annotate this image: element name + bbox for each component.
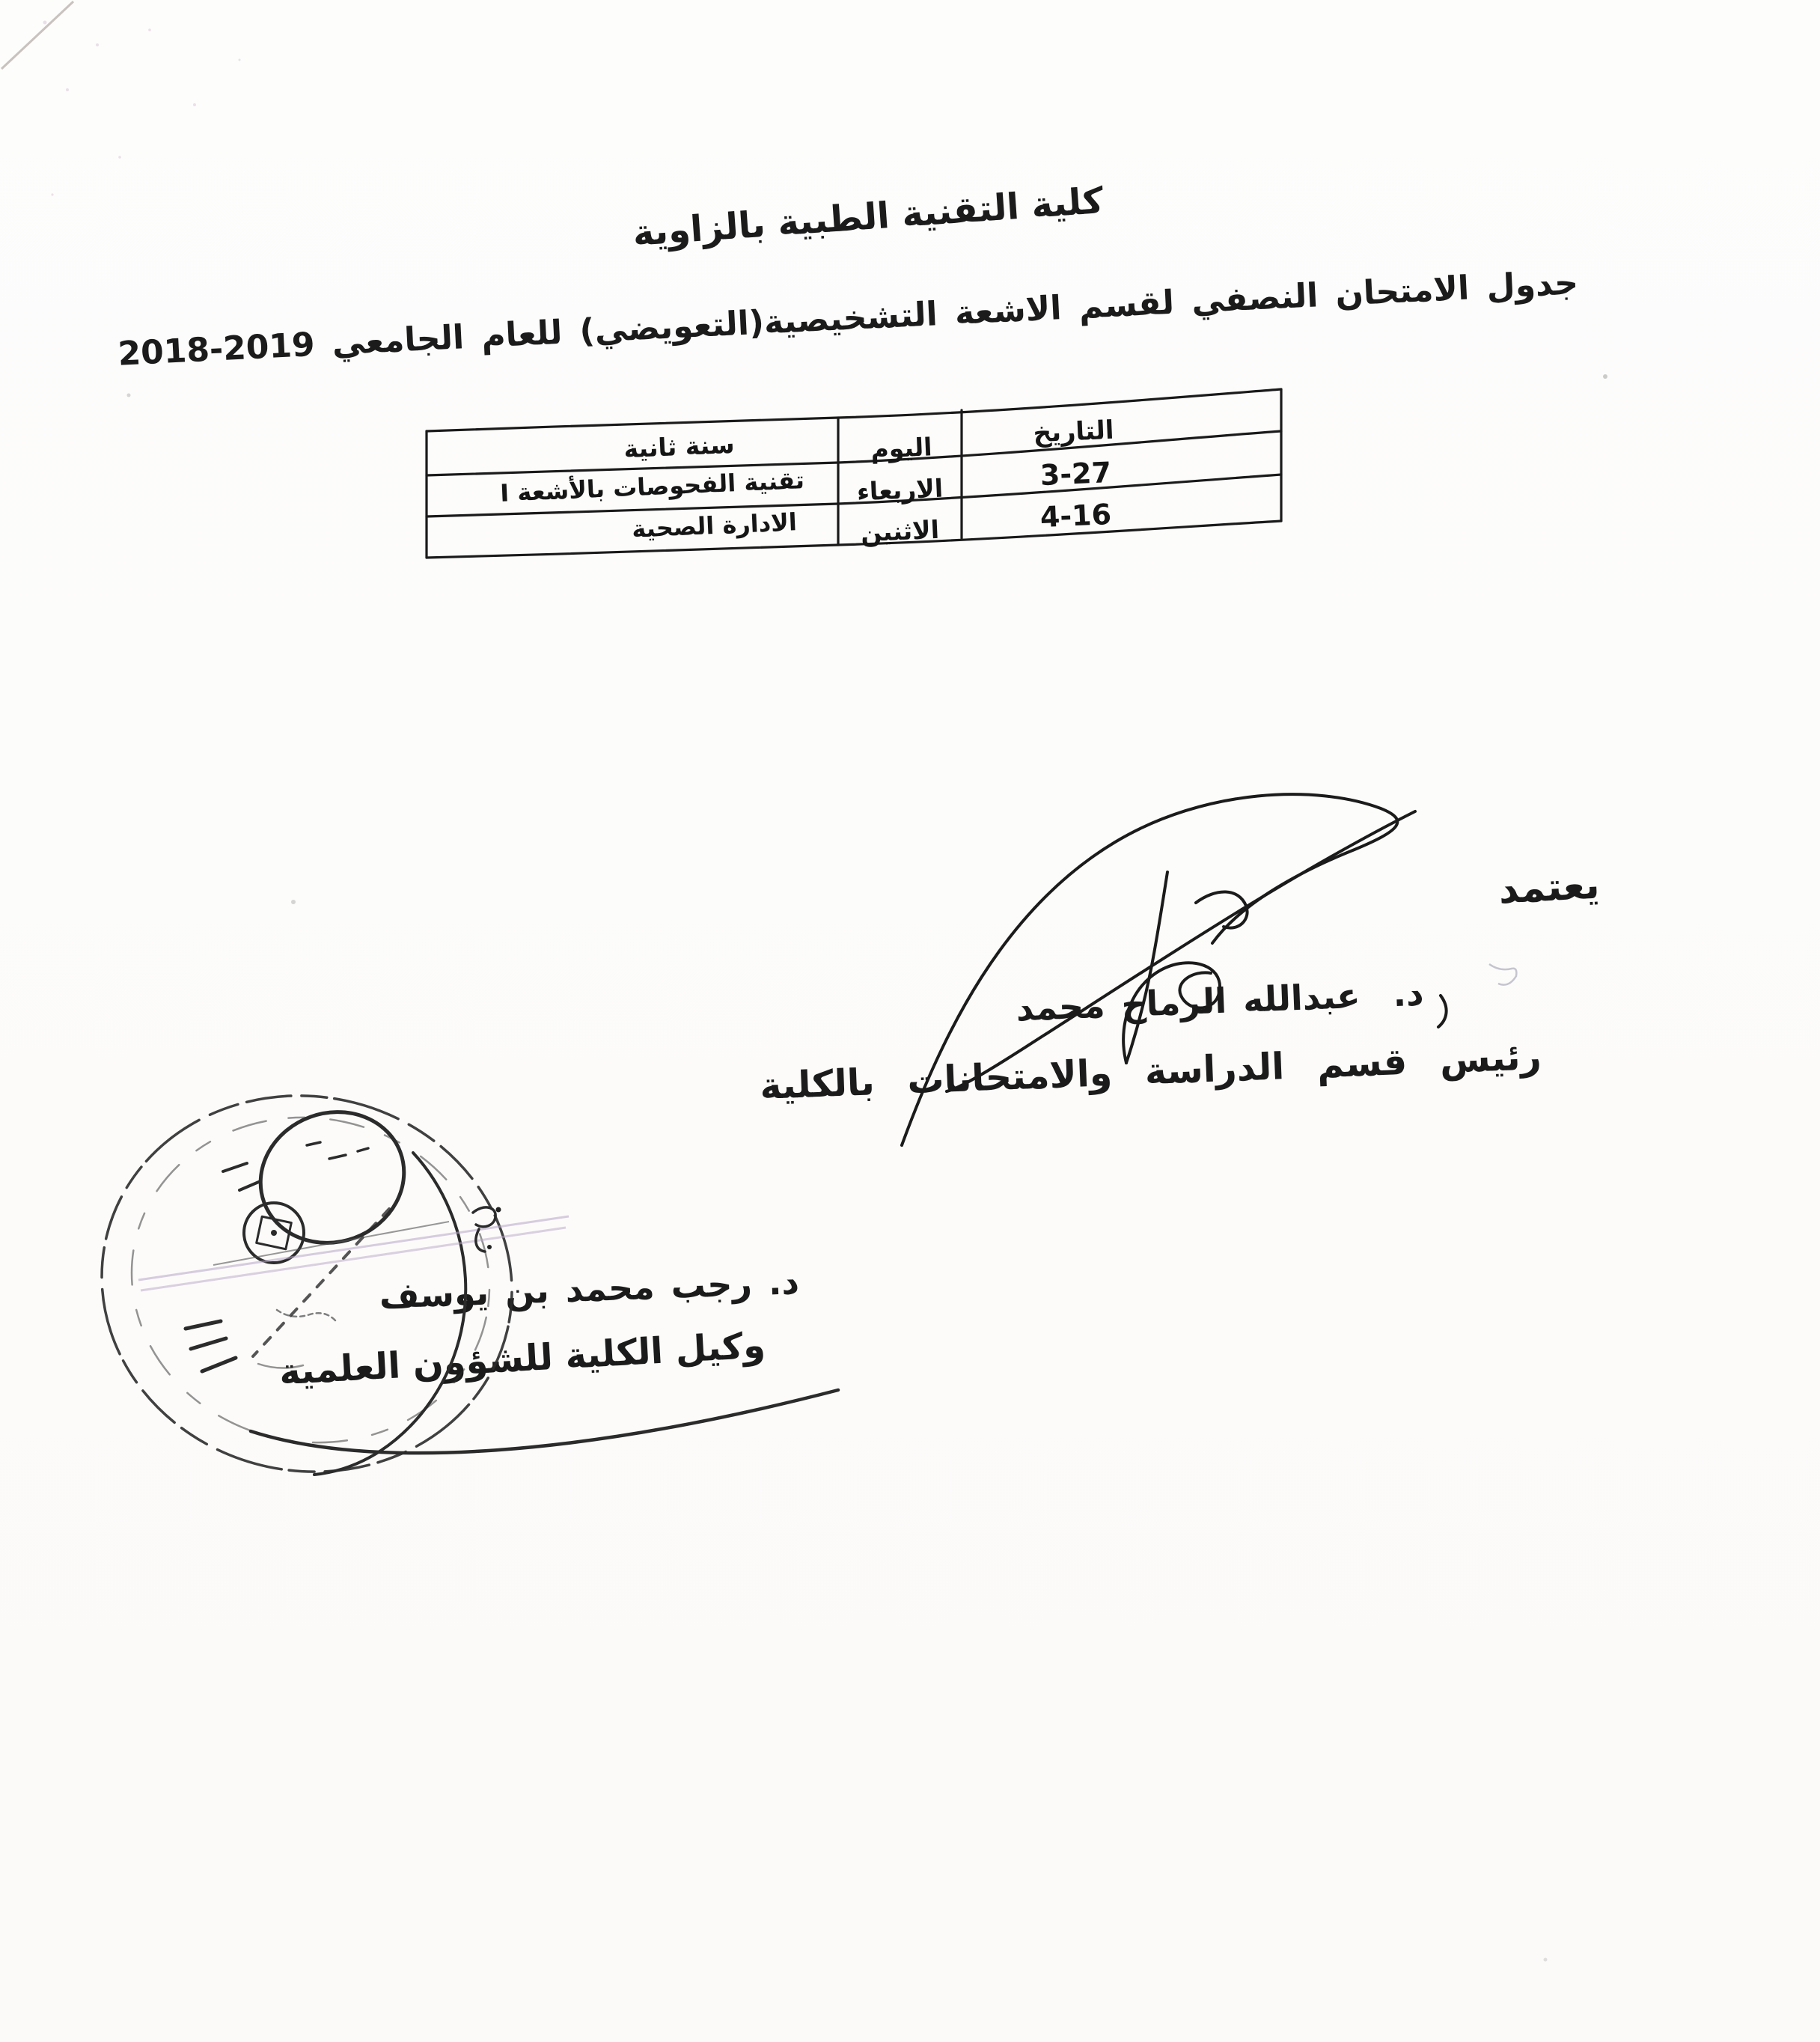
- exam-table-borders: [427, 389, 1281, 558]
- schedule-title: جدول الامتحان النصفي لقسم الاشعة التشخيصية: [763, 263, 1580, 342]
- faint-marks: [127, 374, 1608, 1962]
- schedule-subtitle: (التعويضي) للعام الجامعي 2019-2018: [117, 303, 766, 374]
- pen-mark-glyph: [473, 1207, 501, 1252]
- speckle-noise: [43, 21, 241, 196]
- approval-label: يعتمد: [1497, 862, 1601, 913]
- cell-subject-row0: تقنية الفحوصات بالأشعة I: [499, 466, 805, 508]
- underline-swoosh: [251, 1390, 838, 1453]
- approver-name: د. عبدالله الرماح محمد: [1015, 972, 1425, 1029]
- cell-date-row1: 4-16: [1039, 497, 1112, 534]
- col-header-year: سنة ثانية: [623, 429, 736, 464]
- approver-role: رئيس قسم الدراسة والامتحانات بالكلية: [759, 1034, 1542, 1109]
- cell-day-row0: الاربعاء: [856, 473, 944, 507]
- vice-dean-role: وكيل الكلية للشؤون العلمية: [278, 1324, 767, 1394]
- cell-day-row1: الاثنين: [860, 514, 940, 548]
- col-header-date: التاريخ: [1032, 415, 1115, 449]
- cell-subject-row1: الادارة الصحية: [631, 508, 798, 543]
- page-title: كلية التقنية الطبية بالزاوية: [631, 180, 1105, 255]
- col-header-day: اليوم: [870, 432, 933, 464]
- exam-table: [419, 383, 1287, 570]
- corner-fold-line: [1, 1, 73, 69]
- vice-dean-name: د. رجب محمد بن يوسف: [378, 1261, 800, 1317]
- schedule-title-line: [117, 263, 1580, 374]
- cell-date-row0: 3-27: [1039, 455, 1112, 493]
